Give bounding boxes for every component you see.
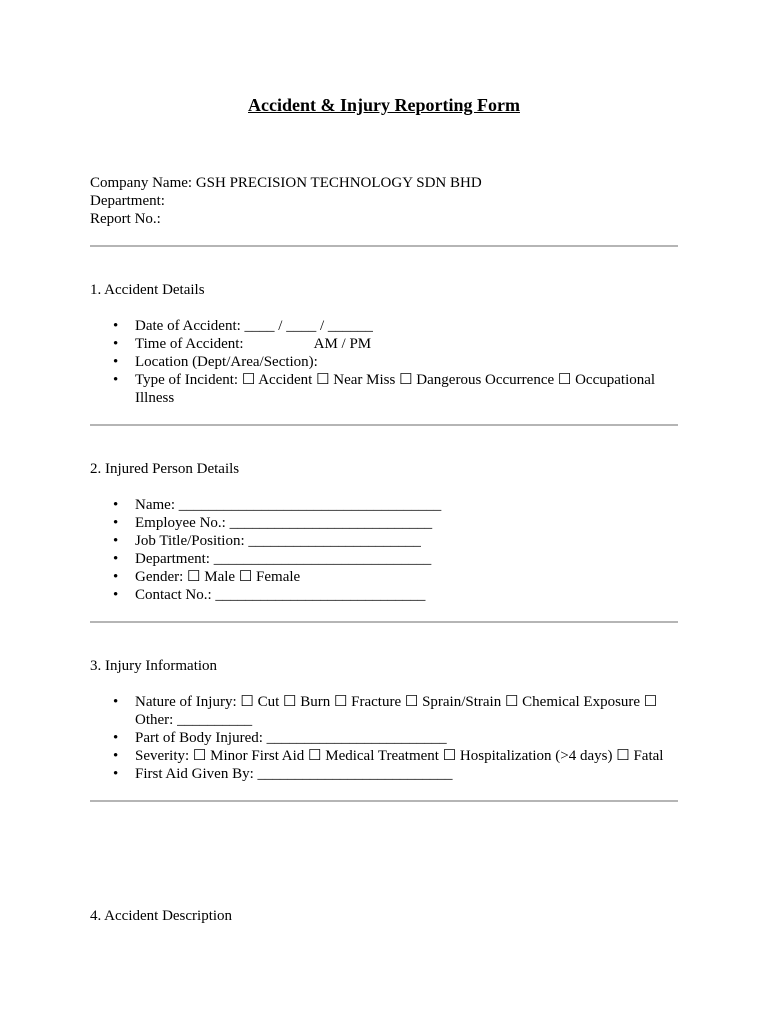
list-item-name: • Name: ___________________________________ bbox=[135, 496, 678, 514]
list-item-nature-of-injury: • Nature of Injury: ☐ Cut ☐ Burn ☐ Fracture ☐ Sprain/Strain ☐ Chemical Exposure ☐ Other: __________ bbox=[135, 693, 678, 729]
list-item-contact-no: • Contact No.: ____________________________ bbox=[135, 586, 678, 604]
section-heading-accident-description: 4. Accident Description bbox=[90, 908, 233, 924]
report-number: Report No.: bbox=[90, 211, 161, 227]
company-name: Company Name: GSH PRECISION TECHNOLOGY SDN BHD bbox=[90, 175, 482, 191]
list-item-part-of-body: • Part of Body Injured: ________________________ bbox=[135, 729, 678, 747]
company-department: Department: bbox=[90, 193, 165, 209]
list-item-department: • Department: _____________________________ bbox=[135, 550, 678, 568]
divider bbox=[90, 245, 678, 247]
divider bbox=[90, 424, 678, 426]
section-heading-injury-information: 3. Injury Information bbox=[90, 658, 218, 674]
list-item-gender: • Gender: ☐ Male ☐ Female bbox=[135, 568, 678, 586]
list-item-type-of-incident: • Type of Incident: ☐ Accident ☐ Near Miss ☐ Dangerous Occurrence ☐ Occupational Illness bbox=[135, 371, 678, 407]
form-title: Accident & Injury Reporting Form bbox=[248, 95, 520, 115]
section-heading-accident-details: 1. Accident Details bbox=[90, 282, 205, 298]
section-heading-injured-person: 2. Injured Person Details bbox=[90, 461, 240, 477]
company-info bbox=[90, 174, 482, 228]
divider bbox=[90, 800, 678, 802]
injured-person-list bbox=[90, 496, 678, 604]
list-item-location: • Location (Dept/Area/Section): bbox=[135, 353, 678, 371]
am-pm-label: AM / PM bbox=[313, 336, 372, 352]
list-item-employee-no: • Employee No.: ___________________________ bbox=[135, 514, 678, 532]
list-item-time-of-accident: • Time of Accident: AM / PM bbox=[135, 335, 678, 353]
list-item-severity: • Severity: ☐ Minor First Aid ☐ Medical Treatment ☐ Hospitalization (>4 days) ☐ Fatal bbox=[135, 747, 678, 765]
list-item-job-title: • Job Title/Position: _______________________ bbox=[135, 532, 678, 550]
divider bbox=[90, 621, 678, 623]
list-item-first-aid-given-by: • First Aid Given By: __________________________ bbox=[135, 765, 678, 783]
injury-information-list bbox=[90, 693, 678, 783]
list-item-date-of-accident: • Date of Accident: ____ / ____ / ______ bbox=[135, 317, 678, 335]
accident-details-list bbox=[90, 317, 678, 407]
